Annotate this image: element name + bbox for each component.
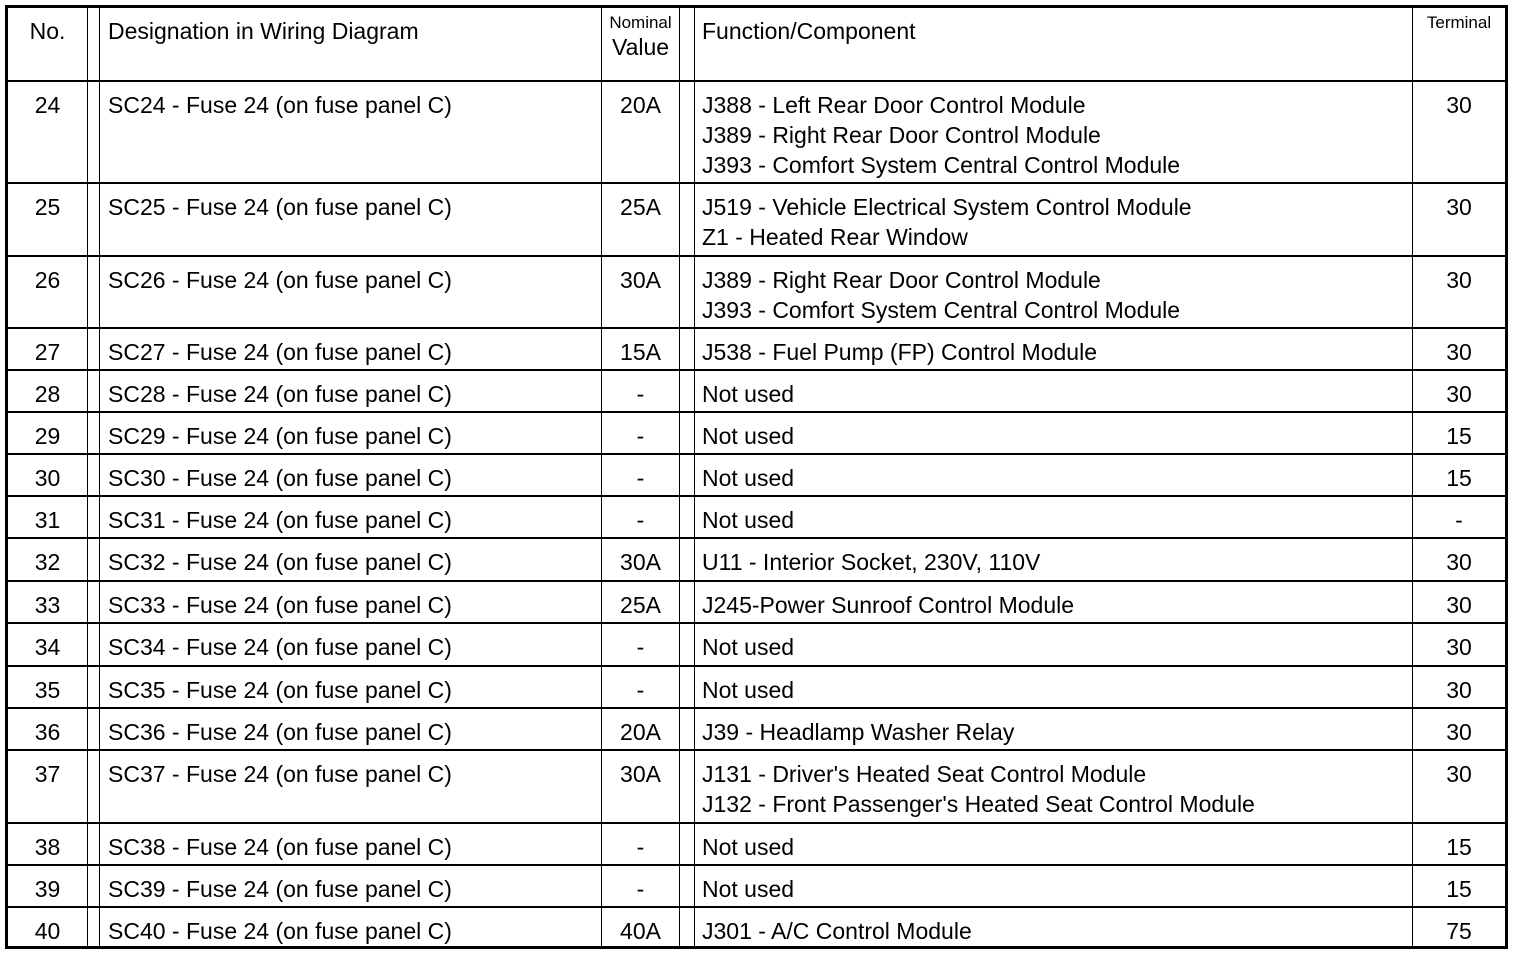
fuse-designation: SC27 - Fuse 24 (on fuse panel C) xyxy=(100,329,602,369)
terminal: 30 xyxy=(1446,194,1472,220)
nominal-value: 20A xyxy=(602,82,680,182)
nominal-value: 30A xyxy=(602,539,680,580)
separator-column xyxy=(680,455,695,495)
separator-column xyxy=(680,866,695,906)
fuse-number: 27 xyxy=(8,329,88,369)
function-component xyxy=(695,257,1413,327)
fuse-designation: SC28 - Fuse 24 (on fuse panel C) xyxy=(100,371,602,411)
separator-column xyxy=(88,497,100,537)
function-component xyxy=(695,582,1413,622)
header-designation: Designation in Wiring Diagram xyxy=(100,8,602,80)
function-component xyxy=(695,497,1413,537)
function-component xyxy=(695,751,1413,822)
function-line: Not used xyxy=(702,677,795,703)
terminal: 15 xyxy=(1446,834,1472,860)
table-row xyxy=(8,497,1505,539)
table-row xyxy=(8,824,1505,866)
fuse-number: 39 xyxy=(8,866,88,906)
table-row xyxy=(8,624,1505,667)
function-line: Not used xyxy=(702,634,795,660)
separator-column xyxy=(88,908,100,949)
terminal: 30 xyxy=(1446,267,1472,293)
function-component xyxy=(695,667,1413,707)
terminal: 15 xyxy=(1446,423,1472,449)
separator-column xyxy=(88,539,100,580)
terminal: 30 xyxy=(1446,634,1472,660)
fuse-designation: SC37 - Fuse 24 (on fuse panel C) xyxy=(100,751,602,822)
nominal-value: 25A xyxy=(602,582,680,622)
nominal-value: 30A xyxy=(602,257,680,327)
separator-column xyxy=(88,866,100,906)
separator-column xyxy=(88,824,100,864)
fuse-designation: SC26 - Fuse 24 (on fuse panel C) xyxy=(100,257,602,327)
fuse-designation: SC34 - Fuse 24 (on fuse panel C) xyxy=(100,624,602,665)
fuse-number: 26 xyxy=(8,257,88,327)
fuse-number: 31 xyxy=(8,497,88,537)
function-line: Not used xyxy=(702,876,795,902)
nominal-value: - xyxy=(602,824,680,864)
separator-column xyxy=(88,413,100,453)
function-component xyxy=(695,455,1413,495)
separator-column xyxy=(680,497,695,537)
fuse-designation: SC39 - Fuse 24 (on fuse panel C) xyxy=(100,866,602,906)
header-nominal-label: Nominal xyxy=(609,13,672,32)
function-component xyxy=(695,709,1413,749)
separator-column xyxy=(680,667,695,707)
separator-column xyxy=(680,329,695,369)
table-row xyxy=(8,371,1505,413)
fuse-designation: SC32 - Fuse 24 (on fuse panel C) xyxy=(100,539,602,580)
function-line: J132 - Front Passenger's Heated Seat Control Module xyxy=(702,791,1255,817)
table-row xyxy=(8,329,1505,371)
terminal: 15 xyxy=(1446,876,1472,902)
fuse-designation: SC35 - Fuse 24 (on fuse panel C) xyxy=(100,667,602,707)
function-line: J131 - Driver's Heated Seat Control Module xyxy=(702,761,1147,787)
table-row xyxy=(8,539,1505,582)
separator-column xyxy=(88,371,100,411)
fuse-number: 35 xyxy=(8,667,88,707)
fuse-number: 25 xyxy=(8,184,88,255)
function-component xyxy=(695,539,1413,580)
separator-column xyxy=(680,539,695,580)
function-line: J393 - Comfort System Central Control Module xyxy=(702,152,1181,178)
separator-column xyxy=(88,82,100,182)
function-line: J389 - Right Rear Door Control Module xyxy=(702,122,1101,148)
header-terminal xyxy=(1413,8,1505,80)
terminal: - xyxy=(1455,507,1463,533)
separator-column xyxy=(88,751,100,822)
nominal-value: - xyxy=(602,455,680,495)
separator-column xyxy=(680,582,695,622)
fuse-number: 34 xyxy=(8,624,88,665)
header-row xyxy=(8,8,1505,82)
separator-column xyxy=(680,371,695,411)
function-component xyxy=(695,866,1413,906)
function-line: Not used xyxy=(702,381,795,407)
function-line: J393 - Comfort System Central Control Module xyxy=(702,297,1181,323)
nominal-value: 40A xyxy=(602,908,680,949)
table-row xyxy=(8,582,1505,624)
table-row xyxy=(8,908,1505,949)
function-component xyxy=(695,624,1413,665)
table-row xyxy=(8,751,1505,824)
function-line: Z1 - Heated Rear Window xyxy=(702,224,968,250)
table-row xyxy=(8,257,1505,329)
function-line: J245-Power Sunroof Control Module xyxy=(702,592,1075,618)
fuse-designation: SC33 - Fuse 24 (on fuse panel C) xyxy=(100,582,602,622)
fuse-designation: SC31 - Fuse 24 (on fuse panel C) xyxy=(100,497,602,537)
nominal-value: - xyxy=(602,497,680,537)
separator-column xyxy=(88,455,100,495)
separator-column xyxy=(680,624,695,665)
nominal-value: 25A xyxy=(602,184,680,255)
nominal-value: - xyxy=(602,624,680,665)
terminal: 15 xyxy=(1446,465,1472,491)
separator-column xyxy=(680,908,695,949)
function-component xyxy=(695,184,1413,255)
separator-column xyxy=(680,257,695,327)
table-row xyxy=(8,709,1505,751)
terminal: 30 xyxy=(1446,592,1472,618)
separator-column xyxy=(88,624,100,665)
function-line: Not used xyxy=(702,507,795,533)
function-line: Not used xyxy=(702,834,795,860)
terminal: 30 xyxy=(1446,549,1472,575)
fuse-number: 29 xyxy=(8,413,88,453)
nominal-value: 30A xyxy=(602,751,680,822)
table-row xyxy=(8,455,1505,497)
separator-column xyxy=(88,709,100,749)
fuse-designation: SC30 - Fuse 24 (on fuse panel C) xyxy=(100,455,602,495)
terminal: 30 xyxy=(1446,677,1472,703)
nominal-value: 15A xyxy=(602,329,680,369)
fuse-designation: SC38 - Fuse 24 (on fuse panel C) xyxy=(100,824,602,864)
function-line: J39 - Headlamp Washer Relay xyxy=(702,719,1015,745)
separator-column xyxy=(680,751,695,822)
nominal-value: 20A xyxy=(602,709,680,749)
function-component xyxy=(695,82,1413,182)
terminal: 30 xyxy=(1446,761,1472,787)
header-no: No. xyxy=(8,8,88,80)
function-line: J519 - Vehicle Electrical System Control Module xyxy=(702,194,1192,220)
fuse-designation: SC24 - Fuse 24 (on fuse panel C) xyxy=(100,82,602,182)
separator-column xyxy=(680,709,695,749)
nominal-value: - xyxy=(602,667,680,707)
nominal-value: - xyxy=(602,866,680,906)
fuse-designation: SC40 - Fuse 24 (on fuse panel C) xyxy=(100,908,602,949)
terminal: 30 xyxy=(1446,381,1472,407)
nominal-value: - xyxy=(602,371,680,411)
fuse-number: 30 xyxy=(8,455,88,495)
function-component xyxy=(695,908,1413,949)
terminal: 30 xyxy=(1446,339,1472,365)
separator-column xyxy=(88,8,100,80)
fuse-number: 24 xyxy=(8,82,88,182)
fuse-table xyxy=(5,5,1508,949)
nominal-value: - xyxy=(602,413,680,453)
function-line: U11 - Interior Socket, 230V, 110V xyxy=(702,549,1041,575)
separator-column xyxy=(680,82,695,182)
header-terminal-label: Terminal xyxy=(1426,13,1492,32)
terminal: 75 xyxy=(1446,918,1472,944)
table-row xyxy=(8,184,1505,257)
fuse-number: 32 xyxy=(8,539,88,580)
function-line: Not used xyxy=(702,465,795,491)
separator-column xyxy=(680,413,695,453)
separator-column xyxy=(680,8,695,80)
fuse-designation: SC29 - Fuse 24 (on fuse panel C) xyxy=(100,413,602,453)
fuse-number: 36 xyxy=(8,709,88,749)
header-value-label: Value xyxy=(611,34,670,60)
table-row xyxy=(8,82,1505,184)
separator-column xyxy=(88,582,100,622)
header-nominal-value xyxy=(602,8,680,80)
fuse-designation: SC25 - Fuse 24 (on fuse panel C) xyxy=(100,184,602,255)
separator-column xyxy=(88,184,100,255)
table-row xyxy=(8,413,1505,455)
separator-column xyxy=(680,184,695,255)
separator-column xyxy=(88,667,100,707)
function-line: J389 - Right Rear Door Control Module xyxy=(702,267,1101,293)
fuse-number: 33 xyxy=(8,582,88,622)
function-component xyxy=(695,371,1413,411)
terminal: 30 xyxy=(1446,92,1472,118)
function-line: J388 - Left Rear Door Control Module xyxy=(702,92,1086,118)
table-row xyxy=(8,866,1505,908)
function-line: J301 - A/C Control Module xyxy=(702,918,972,944)
separator-column xyxy=(680,824,695,864)
header-function: Function/Component xyxy=(695,8,1413,80)
terminal: 30 xyxy=(1446,719,1472,745)
function-line: J538 - Fuel Pump (FP) Control Module xyxy=(702,339,1097,365)
separator-column xyxy=(88,257,100,327)
separator-column xyxy=(88,329,100,369)
fuse-number: 40 xyxy=(8,908,88,949)
function-line: Not used xyxy=(702,423,795,449)
fuse-number: 38 xyxy=(8,824,88,864)
function-component xyxy=(695,329,1413,369)
fuse-number: 28 xyxy=(8,371,88,411)
fuse-designation: SC36 - Fuse 24 (on fuse panel C) xyxy=(100,709,602,749)
fuse-number: 37 xyxy=(8,751,88,822)
function-component xyxy=(695,824,1413,864)
table-row xyxy=(8,667,1505,709)
function-component xyxy=(695,413,1413,453)
